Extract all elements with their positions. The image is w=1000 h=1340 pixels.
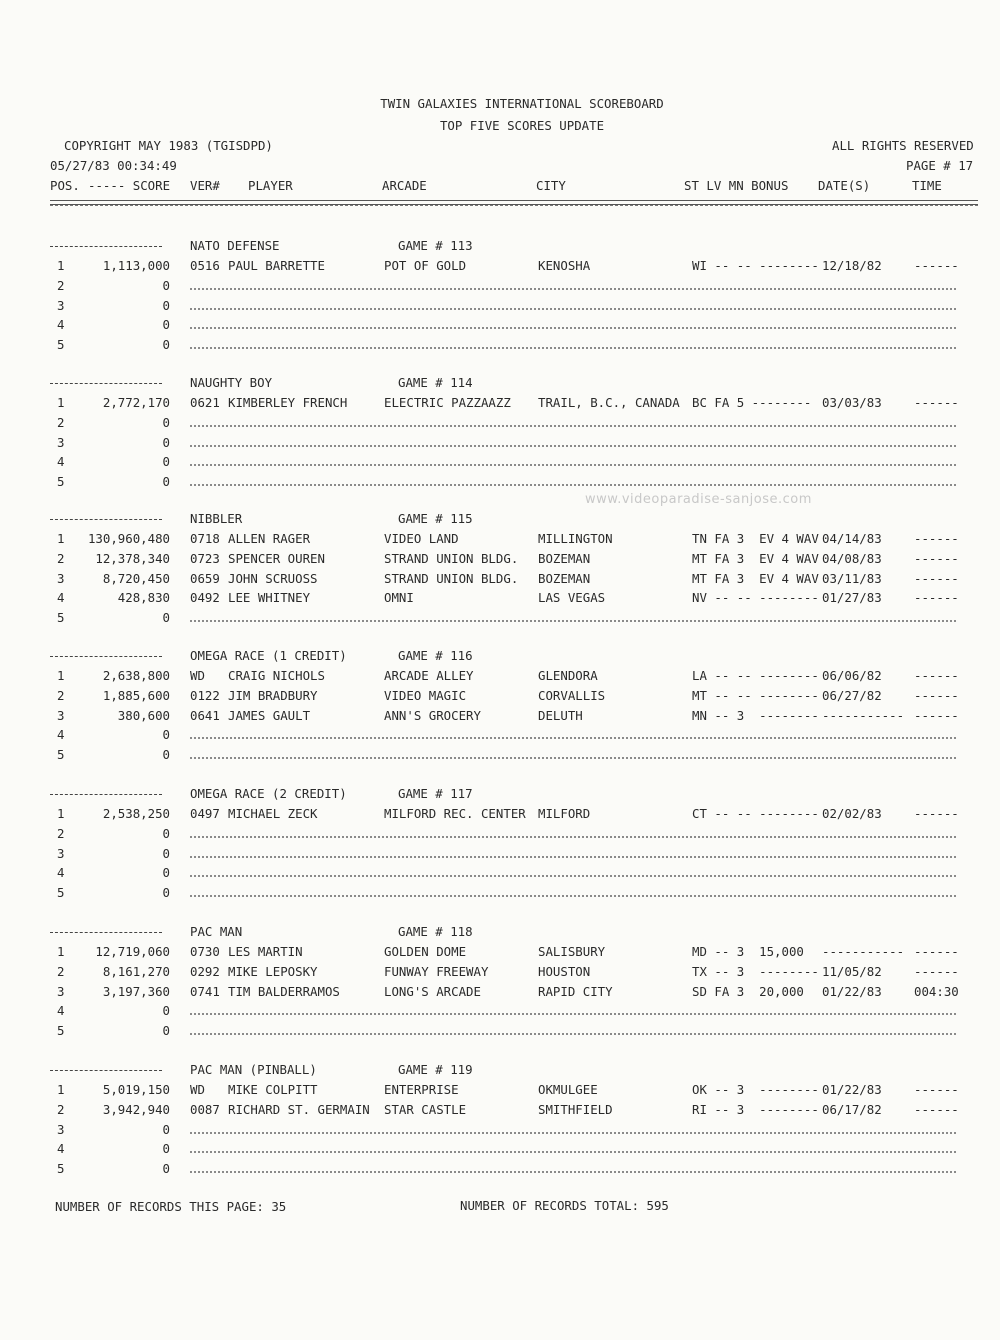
- row-pos: 1: [57, 258, 65, 273]
- row-time: ------: [914, 687, 959, 703]
- row-arcade: STAR CASTLE: [384, 1101, 467, 1117]
- game-name: NAUGHTY BOY: [190, 375, 273, 390]
- row-pos: 4: [57, 1003, 65, 1019]
- row-arcade: LONG'S ARCADE: [384, 983, 481, 999]
- row-time: ------: [914, 963, 959, 979]
- game-divider: [50, 246, 162, 247]
- row-stats: MN -- 3 --------: [692, 707, 819, 723]
- row-score: 0: [162, 317, 170, 333]
- row-stats: MT -- -- --------: [692, 687, 819, 703]
- game-name: NIBBLER: [190, 511, 243, 526]
- row-score: 0: [162, 454, 170, 470]
- row-time: ------: [914, 1082, 959, 1097]
- row-city: KENOSHA: [538, 258, 591, 273]
- row-pos: 1: [57, 531, 65, 546]
- row-score: 0: [162, 610, 170, 626]
- row-score: 1,885,600: [102, 687, 170, 703]
- row-ver: 0087: [190, 1101, 220, 1117]
- game-name: PAC MAN (PINBALL): [190, 1062, 317, 1077]
- row-stats: NV -- -- --------: [692, 590, 819, 606]
- row-stats: MT FA 3 EV 4 WAV: [692, 570, 819, 586]
- row-ver: 0741: [190, 983, 220, 999]
- row-score: 1,113,000: [102, 258, 170, 273]
- empty-row-dots: [190, 425, 956, 427]
- row-date: 01/27/83: [822, 590, 882, 606]
- row-player: TIM BALDERRAMOS: [228, 983, 340, 999]
- row-date: 03/11/83: [822, 570, 882, 586]
- row-stats: SD FA 3 20,000: [692, 983, 804, 999]
- row-player: CRAIG NICHOLS: [228, 668, 325, 683]
- game-number: GAME # 119: [398, 1062, 473, 1077]
- row-score: 0: [162, 434, 170, 450]
- row-score: 3,197,360: [102, 983, 170, 999]
- row-score: 8,161,270: [102, 963, 170, 979]
- empty-row-dots: [190, 347, 956, 349]
- row-player: MIKE COLPITT: [228, 1082, 318, 1097]
- row-player: MICHAEL ZECK: [228, 806, 318, 821]
- row-pos: 4: [57, 865, 65, 881]
- row-pos: 5: [57, 474, 65, 490]
- row-city: SMITHFIELD: [538, 1101, 613, 1117]
- empty-row-dots: [190, 856, 956, 858]
- row-ver: 0516: [190, 258, 220, 273]
- row-score: 0: [162, 474, 170, 490]
- row-city: MILFORD: [538, 806, 591, 821]
- row-arcade: ARCADE ALLEY: [384, 668, 474, 683]
- row-score: 0: [162, 865, 170, 881]
- empty-row-dots: [190, 895, 956, 897]
- row-score: 0: [162, 825, 170, 841]
- row-ver: 0621: [190, 395, 220, 410]
- row-stats: TX -- 3 --------: [692, 963, 819, 979]
- row-date: -----------: [822, 707, 905, 723]
- empty-row-dots: [190, 620, 956, 622]
- row-ver: 0659: [190, 570, 220, 586]
- row-time: ------: [914, 707, 959, 723]
- empty-row-dots: [190, 1151, 956, 1153]
- row-pos: 1: [57, 1082, 65, 1097]
- row-player: SPENCER OUREN: [228, 550, 325, 566]
- row-ver: WD: [190, 1082, 205, 1097]
- row-arcade: OMNI: [384, 590, 414, 606]
- row-score: 2,638,800: [102, 668, 170, 683]
- empty-row-dots: [190, 737, 956, 739]
- empty-row-dots: [190, 445, 956, 447]
- row-stats: TN FA 3 EV 4 WAV: [692, 531, 819, 546]
- game-number: GAME # 115: [398, 511, 473, 526]
- empty-row-dots: [190, 1013, 956, 1015]
- page-title: TWIN GALAXIES INTERNATIONAL SCOREBOARD: [380, 96, 664, 111]
- empty-row-dots: [190, 1033, 956, 1035]
- row-stats: WI -- -- --------: [692, 258, 819, 273]
- col-time: TIME: [912, 178, 942, 193]
- row-pos: 3: [57, 1121, 65, 1137]
- col-date: DATE(S): [818, 178, 871, 193]
- row-date: 11/05/82: [822, 963, 882, 979]
- empty-row-dots: [190, 288, 956, 290]
- row-arcade: MILFORD REC. CENTER: [384, 806, 526, 821]
- col-arcade: ARCADE: [382, 178, 427, 193]
- row-player: JAMES GAULT: [228, 707, 311, 723]
- row-player: MIKE LEPOSKY: [228, 963, 318, 979]
- row-ver: 0718: [190, 531, 220, 546]
- game-name: OMEGA RACE (2 CREDIT): [190, 786, 347, 801]
- row-time: 004:30: [914, 983, 959, 999]
- row-time: ------: [914, 590, 959, 606]
- row-pos: 3: [57, 570, 65, 586]
- row-pos: 1: [57, 395, 65, 410]
- col-player: PLAYER: [248, 178, 293, 193]
- row-date: 03/03/83: [822, 395, 882, 410]
- row-city: BOZEMAN: [538, 550, 591, 566]
- row-score: 0: [162, 277, 170, 293]
- records-this-page: NUMBER OF RECORDS THIS PAGE: 35: [55, 1199, 287, 1214]
- row-score: 0: [162, 845, 170, 861]
- row-time: ------: [914, 570, 959, 586]
- row-stats: MT FA 3 EV 4 WAV: [692, 550, 819, 566]
- row-city: BOZEMAN: [538, 570, 591, 586]
- empty-row-dots: [190, 757, 956, 759]
- row-time: ------: [914, 531, 959, 546]
- row-ver: 0730: [190, 944, 220, 959]
- row-time: ------: [914, 550, 959, 566]
- empty-row-dots: [190, 464, 956, 466]
- col-ver: VER#: [190, 178, 220, 193]
- watermark-text: www.videoparadise-sanjose.com: [585, 492, 812, 507]
- row-arcade: POT OF GOLD: [384, 258, 467, 273]
- row-time: ------: [914, 258, 959, 273]
- row-score: 0: [162, 1161, 170, 1177]
- row-score: 0: [162, 414, 170, 430]
- game-divider: [50, 656, 162, 657]
- empty-row-dots: [190, 875, 956, 877]
- row-score: 0: [162, 885, 170, 901]
- page-subtitle: TOP FIVE SCORES UPDATE: [439, 118, 605, 133]
- row-ver: 0497: [190, 806, 220, 821]
- row-pos: 4: [57, 590, 65, 606]
- row-pos: 1: [57, 668, 65, 683]
- row-score: 0: [162, 1003, 170, 1019]
- row-score: 0: [162, 337, 170, 353]
- row-date: 01/22/83: [822, 983, 882, 999]
- game-number: GAME # 116: [398, 648, 473, 663]
- row-player: KIMBERLEY FRENCH: [228, 395, 348, 410]
- col-city: CITY: [536, 178, 566, 193]
- row-pos: 4: [57, 454, 65, 470]
- row-arcade: VIDEO MAGIC: [384, 687, 467, 703]
- header-divider-dashed: [50, 205, 978, 206]
- row-pos: 4: [57, 317, 65, 333]
- row-pos: 2: [57, 414, 65, 430]
- row-score: 0: [162, 1121, 170, 1137]
- row-city: RAPID CITY: [538, 983, 613, 999]
- row-score: 12,378,340: [95, 550, 170, 566]
- row-date: 06/17/82: [822, 1101, 882, 1117]
- row-score: 2,538,250: [102, 806, 170, 821]
- row-pos: 5: [57, 1161, 65, 1177]
- row-stats: MD -- 3 15,000: [692, 944, 804, 959]
- row-pos: 5: [57, 1023, 65, 1039]
- row-city: SALISBURY: [538, 944, 606, 959]
- row-date: 04/08/83: [822, 550, 882, 566]
- row-ver: 0292: [190, 963, 220, 979]
- row-ver: 0122: [190, 687, 220, 703]
- row-city: LAS VEGAS: [538, 590, 606, 606]
- row-player: LEE WHITNEY: [228, 590, 311, 606]
- row-pos: 2: [57, 963, 65, 979]
- row-city: MILLINGTON: [538, 531, 613, 546]
- row-player: PAUL BARRETTE: [228, 258, 325, 273]
- row-date: 12/18/82: [822, 258, 882, 273]
- row-pos: 5: [57, 747, 65, 763]
- row-stats: LA -- -- --------: [692, 668, 819, 683]
- row-pos: 5: [57, 885, 65, 901]
- row-pos: 2: [57, 550, 65, 566]
- empty-row-dots: [190, 1171, 956, 1173]
- row-stats: CT -- -- --------: [692, 806, 819, 821]
- game-name: PAC MAN: [190, 924, 243, 939]
- col-score: ----- SCORE: [88, 178, 171, 193]
- row-city: GLENDORA: [538, 668, 598, 683]
- game-number: GAME # 114: [398, 375, 473, 390]
- row-score: 3,942,940: [102, 1101, 170, 1117]
- row-date: 01/22/83: [822, 1082, 882, 1097]
- records-total: NUMBER OF RECORDS TOTAL: 595: [460, 1198, 669, 1213]
- row-ver: 0723: [190, 550, 220, 566]
- row-date: 04/14/83: [822, 531, 882, 546]
- rights-text: ALL RIGHTS RESERVED: [832, 138, 974, 153]
- row-pos: 2: [57, 825, 65, 841]
- row-score: 0: [162, 1141, 170, 1157]
- game-divider: [50, 1070, 162, 1071]
- col-stats: ST LV MN BONUS: [684, 178, 789, 193]
- row-score: 12,719,060: [95, 944, 170, 959]
- row-pos: 2: [57, 687, 65, 703]
- game-name: OMEGA RACE (1 CREDIT): [190, 648, 347, 663]
- row-city: DELUTH: [538, 707, 583, 723]
- page-number: PAGE # 17: [906, 158, 974, 173]
- game-divider: [50, 794, 162, 795]
- row-pos: 3: [57, 845, 65, 861]
- row-date: 02/02/83: [822, 806, 882, 821]
- row-date: 06/06/82: [822, 668, 882, 683]
- row-ver: 0492: [190, 590, 220, 606]
- row-city: OKMULGEE: [538, 1082, 598, 1097]
- game-divider: [50, 383, 162, 384]
- empty-row-dots: [190, 308, 956, 310]
- row-player: RICHARD ST. GERMAIN: [228, 1101, 370, 1117]
- row-arcade: STRAND UNION BLDG.: [384, 550, 519, 566]
- timestamp: 05/27/83 00:34:49: [50, 158, 177, 173]
- row-time: ------: [914, 944, 959, 959]
- row-stats: OK -- 3 --------: [692, 1082, 819, 1097]
- row-pos: 5: [57, 610, 65, 626]
- empty-row-dots: [190, 1132, 956, 1134]
- row-pos: 5: [57, 337, 65, 353]
- row-pos: 4: [57, 727, 65, 743]
- row-arcade: STRAND UNION BLDG.: [384, 570, 519, 586]
- row-score: 0: [162, 1023, 170, 1039]
- row-ver: 0641: [190, 707, 220, 723]
- row-score: 0: [162, 297, 170, 313]
- row-city: TRAIL, B.C., CANADA: [538, 395, 680, 410]
- row-pos: 3: [57, 297, 65, 313]
- row-arcade: FUNWAY FREEWAY: [384, 963, 489, 979]
- copyright-text: COPYRIGHT MAY 1983 (TGISDPD): [64, 138, 273, 153]
- game-number: GAME # 113: [398, 238, 473, 253]
- row-pos: 1: [57, 944, 65, 959]
- row-player: ALLEN RAGER: [228, 531, 311, 546]
- row-date: -----------: [822, 944, 905, 959]
- row-player: LES MARTIN: [228, 944, 303, 959]
- row-arcade: ELECTRIC PAZZAAZZ: [384, 395, 511, 410]
- row-time: ------: [914, 668, 959, 683]
- row-city: CORVALLIS: [538, 687, 606, 703]
- game-name: NATO DEFENSE: [190, 238, 280, 253]
- row-pos: 4: [57, 1141, 65, 1157]
- row-player: JOHN SCRUOSS: [228, 570, 318, 586]
- row-pos: 3: [57, 983, 65, 999]
- row-pos: 1: [57, 806, 65, 821]
- row-arcade: GOLDEN DOME: [384, 944, 467, 959]
- row-ver: WD: [190, 668, 205, 683]
- row-arcade: ANN'S GROCERY: [384, 707, 481, 723]
- row-score: 5,019,150: [102, 1082, 170, 1097]
- row-time: ------: [914, 806, 959, 821]
- row-city: HOUSTON: [538, 963, 591, 979]
- game-number: GAME # 117: [398, 786, 473, 801]
- row-stats: RI -- 3 --------: [692, 1101, 819, 1117]
- game-number: GAME # 118: [398, 924, 473, 939]
- game-divider: [50, 932, 162, 933]
- row-pos: 3: [57, 434, 65, 450]
- empty-row-dots: [190, 484, 956, 486]
- row-time: ------: [914, 395, 959, 410]
- row-score: 0: [162, 727, 170, 743]
- game-divider: [50, 519, 162, 520]
- row-score: 380,600: [117, 707, 170, 723]
- row-score: 428,830: [117, 590, 170, 606]
- row-pos: 2: [57, 1101, 65, 1117]
- row-score: 130,960,480: [87, 531, 170, 546]
- row-stats: BC FA 5 --------: [692, 395, 812, 410]
- row-pos: 3: [57, 707, 65, 723]
- row-pos: 2: [57, 277, 65, 293]
- row-arcade: VIDEO LAND: [384, 531, 459, 546]
- row-arcade: ENTERPRISE: [384, 1082, 459, 1097]
- col-pos: POS.: [50, 178, 80, 193]
- row-date: 06/27/82: [822, 687, 882, 703]
- empty-row-dots: [190, 836, 956, 838]
- row-player: JIM BRADBURY: [228, 687, 318, 703]
- row-score: 8,720,450: [102, 570, 170, 586]
- row-score: 2,772,170: [102, 395, 170, 410]
- row-time: ------: [914, 1101, 959, 1117]
- row-score: 0: [162, 747, 170, 763]
- empty-row-dots: [190, 327, 956, 329]
